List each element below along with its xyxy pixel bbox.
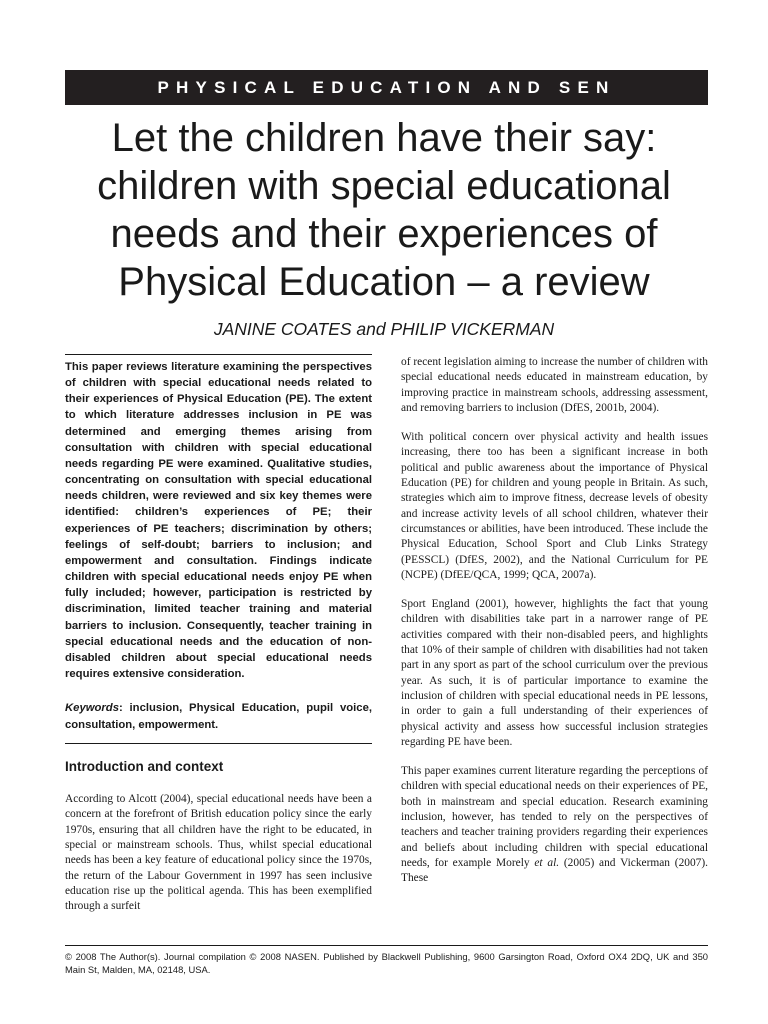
abstract-bottom-rule	[65, 743, 372, 744]
paragraph-text: This paper examines current literature regarding the perceptions of children with special educational needs on their experiences of PE, both in mainstream and special education. Research examining inclusion, however, has tended to rely on the perspectives of teachers and teacher training providers regarding their experiences and beliefs about including children with special educational needs, for example Morely	[401, 765, 708, 869]
keywords	[65, 700, 372, 733]
body-paragraph	[401, 764, 708, 886]
title-line: children with special educational	[97, 164, 671, 208]
abstract-top-rule	[65, 354, 372, 355]
keywords-label: Keywords	[65, 702, 119, 715]
article-title	[30, 114, 738, 306]
paragraph-text-end: (2005) and Vickerman (2007). These	[401, 856, 709, 885]
title-line: Let the children have their say:	[111, 116, 657, 160]
author-names: JANINE COATES and PHILIP VICKERMAN	[213, 319, 555, 339]
title-line: Physical Education – a review	[118, 260, 650, 304]
right-column	[401, 355, 708, 901]
title-line: needs and their experiences of	[110, 212, 658, 256]
body-paragraph: According to Alcott (2004), special educational needs have been a concern at the forefront of British education policy since the early 1970s, ensuring that all children have the right to be educated, in special or mainstream schools. Thus, whilst special educational needs has been a key feature of educational policy since the 1970s, the return of the Labour Government in 1997 has seen inclusive education rise up the political agenda. This has been exemplified through a surfeit	[65, 793, 372, 913]
abstract: This paper reviews literature examining the perspectives of children with special educational needs related to their experiences of Physical Education (PE). The extent to which literature addresses inclusion in PE was determined and emerging themes arising from consultation with children with special educational needs regarding PE were examined. Qualitative studies, concentrating on consultation with special educational needs children, were reviewed and six key themes were identified: children’s experiences of PE; their experiences of PE teachers; discrimination by others; feelings of self-doubt; barriers to inclusion; and empowerment and consultation. Findings indicate children with special educational needs enjoy PE when fully included; however, participation is restricted by discrimination, limited teacher training and material barriers to inclusion. Consequently, teacher training in special educational needs and the education of non-disabled children about special educational needs requires extensive consideration.	[65, 361, 372, 680]
left-column	[65, 354, 372, 915]
body-paragraph: Sport England (2001), however, highlights the fact that young children with disabilities take part in a narrower range of PE activities compared with their non-disabled peers, and highlights that 10% of their sample of children with disabilities had not taken part in any sport as part of the school curriculum over the previous year. As such, it is of particular importance to examine the inclusion of children with special educational needs in PE lessons, in order to gain a full understanding of their experiences of physical activity and assess how successful inclusion strategies regarding PE have been.	[401, 598, 708, 748]
footer-rule	[65, 945, 708, 946]
body-paragraph: of recent legislation aiming to increase the number of children with special educational needs educated in mainstream education, by improving practice in mainstream schools, addressing assessment, and removing barriers to inclusion (DfES, 2001b, 2004).	[401, 356, 708, 414]
section-banner: PHYSICAL EDUCATION AND SEN	[65, 70, 708, 105]
section-heading: Introduction and context	[65, 759, 224, 775]
body-paragraph: With political concern over physical activity and health issues increasing, there too has been a significant increase in both political and public awareness about the importance of Physical Education (PE) for children and young people in Britain. As such, strategies which aim to improve fitness, decrease levels of obesity and increase activity levels of all school children, whatever their circumstances or abilities, have been introduced. These include the Physical Education, School Sport and Club Links Strategy (PESSCL) (DfES, 2002), and the National Curriculum for PE (NCPE) (DfEE/QCA, 1999; QCA, 2007a).	[401, 431, 708, 581]
keywords-text: : inclusion, Physical Education, pupil voice, consultation, empowerment.	[65, 702, 372, 731]
citation-etal: et al.	[534, 856, 560, 869]
copyright-footer: © 2008 The Author(s). Journal compilation © 2008 NASEN. Published by Blackwell Publishing, 9600 Garsington Road, Oxford OX4 2DQ, UK and 350 Main St, Malden, MA, 02148, USA.	[65, 951, 708, 975]
